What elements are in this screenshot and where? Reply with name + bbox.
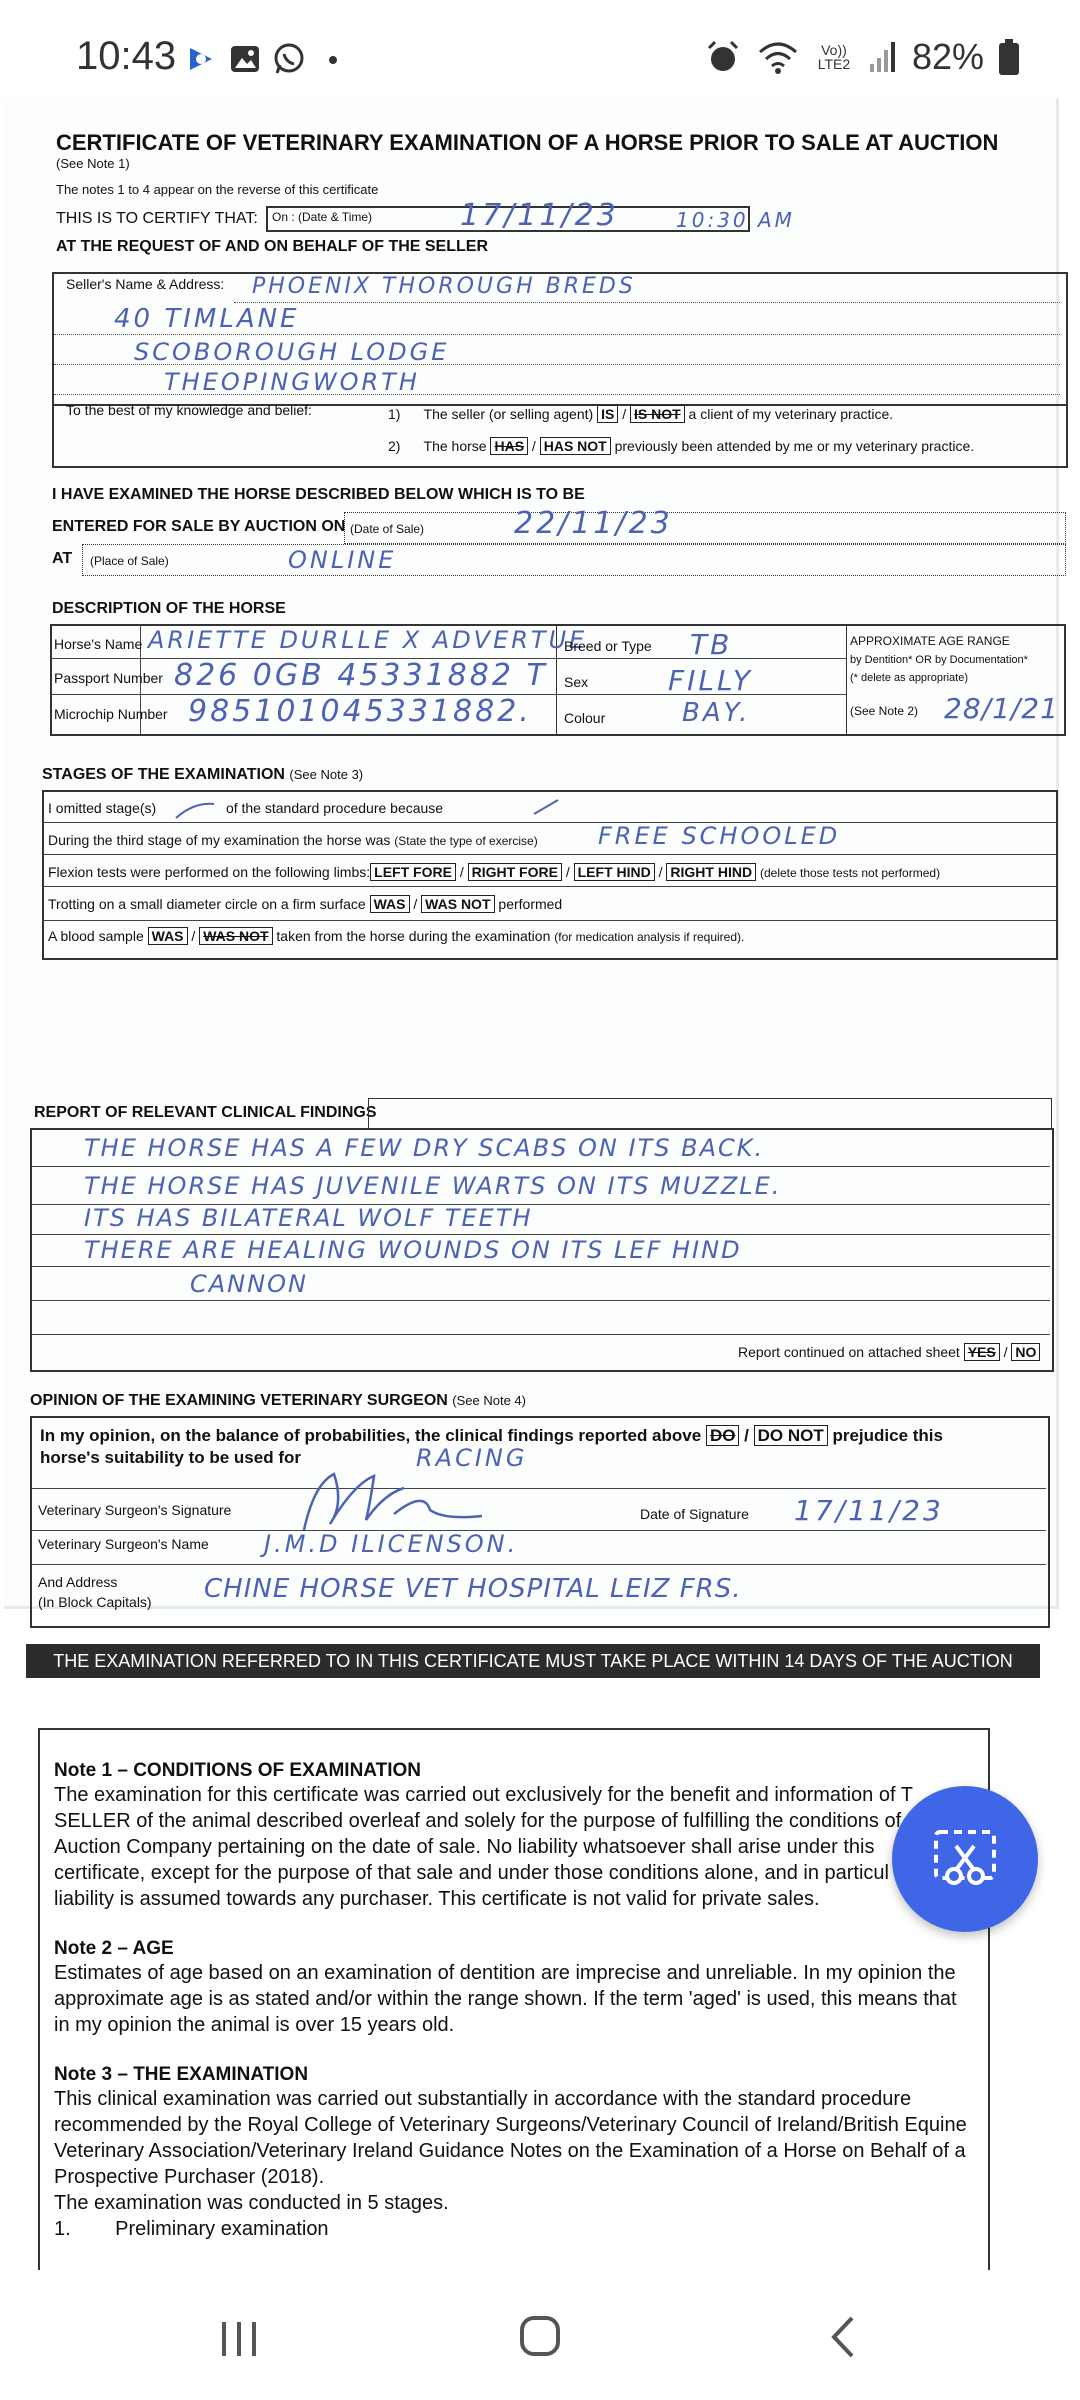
certificate-title: CERTIFICATE OF VETERINARY EXAMINATION OF A HORSE PRIOR TO SALE AT AUCTION (56, 130, 999, 155)
breed-label: Breed or Type (564, 638, 652, 654)
note-1-line-4: certificate, except for the purpose of that sale and under those conditions alone, and in particul (54, 1862, 889, 1884)
flexion-row: Flexion tests were performed on the following limbs: LEFT FORE / RIGHT FORE / LEFT HIND / RIGHT HIND (delete those tests not performed) (48, 864, 941, 880)
omitted-post: of the standard procedure because (225, 800, 444, 816)
note-1-line-3: Auction Company pertaining on the date of sale. No liability whatsoever shall arise under this (54, 1836, 875, 1858)
blood-row: A blood sample WAS / WAS NOT taken from the horse during the examination (for medication analysis if required). (48, 928, 745, 944)
examined-line: I HAVE EXAMINED THE HORSE DESCRIBED BELOW WHICH IS TO BE (52, 486, 585, 503)
age-range-heading: APPROXIMATE AGE RANGE (850, 634, 1010, 648)
blood-post: taken from the horse during the examination (276, 928, 551, 944)
breed-value: TB (690, 628, 733, 661)
place-of-sale-label: (Place of Sale) (90, 554, 169, 568)
intended-use: RACING (416, 1444, 528, 1472)
battery-percent: 82% (911, 36, 984, 77)
is-option: IS (597, 405, 618, 423)
note-1-heading: Note 1 – CONDITIONS OF EXAMINATION (54, 1760, 422, 1781)
certificate-page (4, 98, 1059, 1671)
age-range-method: by Dentition* OR by Documentation* (850, 654, 1028, 666)
has-option: HAS (490, 437, 528, 455)
trotting-was: WAS (370, 895, 410, 913)
horse-name-label: Horse's Name (54, 636, 143, 652)
seller-address-2: SCOBOROUGH LODGE (134, 338, 450, 366)
list-item: Preliminary examination (115, 2218, 329, 2240)
note-1-line-1: The examination for this certificate was carried out exclusively for the benefit and information of T (54, 1784, 913, 1806)
sex-label: Sex (564, 674, 589, 690)
exercise-type: FREE SCHOOLED (598, 822, 841, 850)
opinion-line-1: In my opinion, on the balance of probabilities, the clinical findings reported above DO / DO NOT prejudice this (40, 1426, 943, 1445)
left-hind: LEFT HIND (574, 863, 655, 881)
third-stage-row (48, 832, 538, 848)
passport-label: Passport Number (54, 670, 163, 686)
report-header-box (368, 1098, 1052, 1130)
wifi-icon (756, 38, 800, 76)
blood-pre: A blood sample (48, 928, 144, 944)
address-block-capitals: (In Block Capitals) (38, 1594, 152, 1610)
note-2-heading: Note 2 – AGE (54, 1938, 174, 1959)
note-2-line-3: in my opinion the animal is over 15 years old. (54, 2014, 455, 2036)
date-of-sale-label: (Date of Sale) (350, 522, 425, 536)
on-label: On : (Date & Time) (272, 210, 373, 224)
stages-note: (See Note 3) (289, 767, 364, 782)
battery-icon (998, 38, 1020, 76)
note-1-line-2: SELLER of the animal described overleaf and solely for the purpose of fulfilling the conditions of (54, 1810, 902, 1832)
belief-2-num: 2) (388, 438, 401, 454)
third-stage-post: (State the type of exercise) (394, 834, 538, 848)
home-icon[interactable] (516, 2312, 564, 2360)
is-not-option: IS NOT (630, 405, 685, 423)
notes-page (38, 1728, 990, 2270)
finding-4: THERE ARE HEALING WOUNDS ON ITS LEF HIND (84, 1236, 742, 1264)
seller-label: Seller's Name & Address: (66, 276, 225, 292)
blood-was-not: WAS NOT (199, 927, 272, 945)
exam-date: 17/11/23 (460, 198, 619, 233)
note-3-line-1: This clinical examination was carried out substantially in accordance with the standard procedure (54, 2088, 912, 2110)
passport-number: 826 0GB 45331882 T (174, 658, 548, 693)
opinion-note: (See Note 4) (452, 1393, 526, 1408)
belief-1: 1) The seller (or selling agent) IS / IS NOT a client of my veterinary practice. (388, 406, 894, 422)
trotting-performed: performed (498, 896, 563, 912)
microchip-number: 985101045331882. (188, 694, 532, 729)
vet-address: CHINE HORSE VET HOSPITAL LEIZ FRS. (204, 1574, 742, 1604)
flexion-pre: Flexion tests were performed on the following limbs: (48, 864, 371, 880)
exam-time: 10:30 AM (676, 208, 795, 232)
entered-label: ENTERED FOR SALE BY AUCTION ON (52, 518, 346, 535)
back-icon[interactable] (824, 2314, 864, 2360)
sale-date-box (344, 512, 1066, 544)
opinion-pre: In my opinion, on the balance of probabilities, the clinical findings reported above (40, 1426, 702, 1445)
belief-2-pre: The horse (423, 438, 487, 454)
date-of-signature: 17/11/23 (794, 1494, 944, 1527)
signal-icon (868, 40, 898, 74)
at-label: AT (52, 550, 73, 567)
blood-note: (for medication analysis if required). (554, 930, 745, 944)
gallery-icon (228, 42, 262, 76)
blood-was: WAS (148, 927, 188, 945)
alarm-icon (704, 38, 742, 76)
finding-5: CANNON (190, 1270, 308, 1298)
note-3-line-2: recommended by the Royal College of Veterinary Surgeons/Veterinary Council of Ireland/British Equine (54, 2114, 967, 2136)
footer-banner (26, 1644, 1040, 1678)
age-see-note: (See Note 2) (850, 704, 919, 718)
continued-label: Report continued on attached sheet (738, 1344, 960, 1360)
belief-label: To the best of my knowledge and belief: (66, 402, 312, 418)
note-2-line-2: approximate age is as stated and/or within the range shown. If the term 'aged' is used, this means that (54, 1988, 957, 2010)
report-heading: REPORT OF RELEVANT CLINICAL FINDINGS (34, 1104, 377, 1121)
sync-icon (184, 42, 218, 76)
right-fore: RIGHT FORE (468, 863, 562, 881)
certify-label: THIS IS TO CERTIFY THAT: (56, 210, 258, 227)
microchip-label: Microchip Number (54, 706, 168, 722)
note-3-list-item (54, 2216, 974, 2242)
note-3-line-4: Prospective Purchaser (2018). (54, 2166, 325, 2188)
belief-2-post: previously been attended by me or my veterinary practice. (614, 438, 975, 454)
trotting-row: Trotting on a small diameter circle on a firm surface WAS / WAS NOT performed (48, 896, 563, 912)
clock: 10:43 (76, 34, 177, 78)
opinion-line-2: horse's suitability to be used for (40, 1448, 301, 1467)
finding-1: THE HORSE HAS A FEW DRY SCABS ON ITS BACK. (84, 1134, 765, 1162)
recents-icon[interactable] (216, 2316, 262, 2362)
description-heading: DESCRIPTION OF THE HORSE (52, 600, 286, 617)
navigation-bar (0, 2270, 1080, 2400)
do-option: DO (706, 1425, 740, 1446)
note-1-line-5: liability is assumed towards any purchaser. This certificate is not valid for private sales. (54, 1888, 820, 1910)
scissors-capture-icon (892, 1786, 1038, 1932)
colour-label: Colour (564, 710, 606, 726)
belief-1-post: a client of my veterinary practice. (688, 406, 894, 422)
opinion-heading (30, 1392, 526, 1410)
opinion-title: OPINION OF THE EXAMINING VETERINARY SURGEON (30, 1392, 448, 1409)
date-of-signature-label: Date of Signature (640, 1506, 749, 1522)
signature-label: Veterinary Surgeon's Signature (38, 1502, 232, 1518)
omitted-strike (174, 794, 574, 824)
flexion-post: (delete those tests not performed) (759, 866, 941, 880)
vet-name-label: Veterinary Surgeon's Name (38, 1536, 209, 1552)
note-3-line-3: Veterinary Association/Veterinary Ireland Guidance Notes on the Examination of a Horse on Behalf of a (54, 2140, 966, 2162)
belief-1-pre: The seller (or selling agent) (423, 406, 594, 422)
note-3-line-5: The examination was conducted in 5 stages. (54, 2192, 449, 2214)
age-value: 28/1/21 (944, 692, 1059, 725)
screenshot-crop-button[interactable] (892, 1786, 1038, 1932)
belief-2: 2) The horse HAS / HAS NOT previously been attended by me or my veterinary practice. (388, 438, 975, 454)
colour-value: BAY. (682, 698, 751, 728)
trotting-pre: Trotting on a small diameter circle on a firm surface (48, 896, 366, 912)
do-not-option: DO NOT (754, 1425, 828, 1446)
place-box (82, 544, 1066, 576)
network-label: Vo)) LTE2 (817, 42, 851, 72)
footer-banner-text: THE EXAMINATION REFERRED TO IN THIS CERTIFICATE MUST TAKE PLACE WITHIN 14 DAYS OF THE AUCTION (53, 1651, 1013, 1671)
left-fore: LEFT FORE (370, 863, 456, 881)
continued-row: Report continued on attached sheet YES / NO (738, 1344, 1040, 1360)
note-2-line-1: Estimates of age based on an examination of dentition are imprecise and unreliable. In my opinion the (54, 1962, 956, 1984)
age-range-delete: (* delete as appropriate) (850, 672, 969, 684)
belief-1-num: 1) (388, 406, 401, 422)
address-label: And Address (38, 1574, 118, 1590)
vet-signature (274, 1464, 494, 1536)
note-3-heading: Note 3 – THE EXAMINATION (54, 2064, 309, 2085)
see-note-1: (See Note 1) (56, 156, 130, 171)
right-hind: RIGHT HIND (666, 863, 756, 881)
omitted-pre: I omitted stage(s) (48, 800, 157, 816)
whatsapp-icon (272, 42, 306, 76)
sale-date: 22/11/23 (514, 506, 673, 541)
has-not-option: HAS NOT (540, 437, 611, 455)
continued-yes: YES (964, 1343, 1000, 1361)
finding-3: ITS HAS BILATERAL WOLF TEETH (84, 1204, 533, 1232)
opinion-post: prejudice this (832, 1426, 943, 1445)
finding-2: THE HORSE HAS JUVENILE WARTS ON ITS MUZZLE. (84, 1172, 782, 1200)
place-of-sale: ONLINE (288, 546, 397, 574)
horse-name: ARIETTE DURLLE X ADVERTUE (148, 626, 588, 654)
stages-title: STAGES OF THE EXAMINATION (42, 766, 285, 783)
dot-icon (316, 42, 350, 76)
list-num: 1. (54, 2218, 71, 2240)
sex-value: FILLY (668, 664, 753, 697)
continued-no: NO (1011, 1343, 1040, 1361)
request-line: AT THE REQUEST OF AND ON BEHALF OF THE SELLER (56, 238, 488, 255)
vet-name: J.M.D ILICENSON. (264, 1530, 519, 1558)
seller-name: PHOENIX THOROUGH BREDS (252, 274, 636, 299)
stages-heading (42, 766, 363, 784)
seller-address-1: 40 TIMLANE (114, 304, 300, 334)
notes-line: The notes 1 to 4 appear on the reverse of this certificate (56, 182, 379, 197)
third-stage-pre: During the third stage of my examination the horse was (48, 832, 391, 848)
trotting-was-not: WAS NOT (421, 895, 494, 913)
seller-address-3: THEOPINGWORTH (164, 368, 420, 396)
